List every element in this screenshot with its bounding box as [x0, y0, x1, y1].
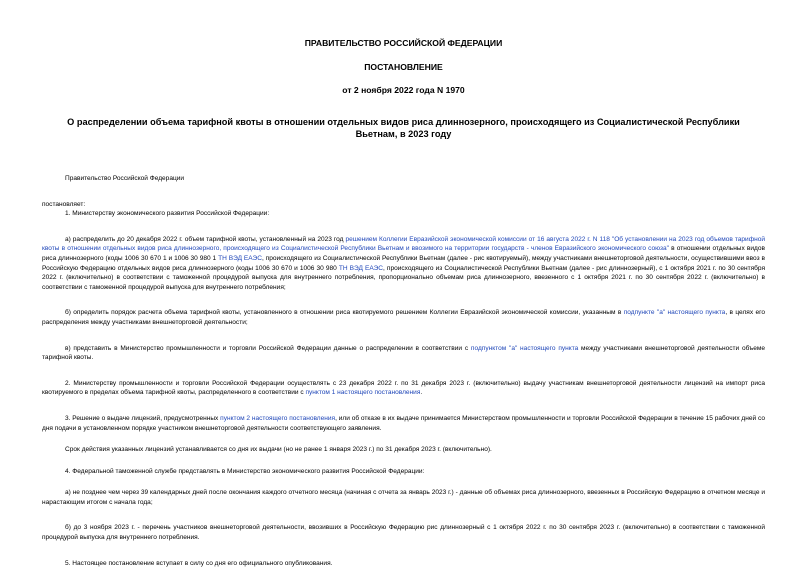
paragraph-1v [42, 344, 765, 363]
document-title: О распределении объема тарифной квоты в отношении отдельных видов риса длиннозерного, происходящего из Социалистической Республики Вьетнам, в 2023 году [67, 117, 740, 139]
document-type-heading: ПОСТАНОВЛЕНИЕ [364, 62, 443, 72]
date-number-heading: от 2 ноября 2022 года N 1970 [342, 85, 465, 95]
paragraph-5: 5. Настоящее постановление вступает в силу со дня его официального опубликования. [65, 559, 333, 567]
paragraph-1b-text-2: , в целях его распределения между участниками внешнеторговой деятельности; [42, 309, 765, 326]
paragraph-1a-text-3: , происходящего из Социалистической Республики Вьетнам (далее - рис квотируемый), между участниками внешнеторговой деятельности, осуществившими ввоз в Российскую Федерацию отдельных видов риса длиннозерного (коды 1006 30 670 и 1006 30 980 [42, 254, 765, 272]
subparagraph-a-link-1[interactable]: подпункте "а" настоящего пункта [623, 309, 726, 317]
paragraph-2-text-1: 2. Министерству промышленности и торговли Российской Федерации осуществлять с 23 декабря 2022 г. по 31 декабря 2023 г. (включительно) выдачу участникам внешнеторговой деятельности лицензий на импорт риса квотируемого в пределах объема тарифной квоты, распределенного в соответствии с [42, 379, 765, 397]
tn-ved-link-1[interactable]: ТН ВЭД ЕАЭС [218, 254, 262, 262]
government-heading: ПРАВИТЕЛЬСТВО РОССИЙСКОЙ ФЕДЕРАЦИИ [304, 38, 503, 48]
subparagraph-a-link-2[interactable]: подпунктом "а" настоящего пункта [470, 344, 579, 352]
paragraph-4a: а) не позднее чем через 39 календарных дней после окончания каждого отчетного месяца (начиная с отчета за январь 2023 г.) - данные об объемах риса длиннозерного, ввезенных в Российскую Федерацию в отчетном месяце и нарастающим итогом с начала года; [42, 489, 765, 506]
government-label: Правительство Российской Федерации [65, 175, 185, 182]
paragraph-3-text-2: , или об отказе в их выдаче принимается Министерством промышленности и торговли Российской Федерации в течение 15 рабочих дней со дня подачи в установленном порядке участником внешнеторговой деятельности соответствующего заявления. [42, 414, 765, 432]
paragraph-1: 1. Министерству экономического развития Российской Федерации: [65, 210, 270, 218]
paragraph-1a-text-1: а) распределить до 20 декабря 2022 г. объем тарифной квоты, установленный на 2023 год [65, 235, 344, 243]
paragraph-1a-text-2: в отношении отдельных видов риса длиннозерного (коды 1006 30 670 1 и 1006 30 980 1 [42, 245, 765, 262]
paragraph-2 [42, 379, 765, 398]
paragraph-1a-text-4: , происходящего из Социалистической Республики Вьетнам (далее - рис длиннозерный), с 1 октября 2021 г. по 30 сентября 2022 г. (включительно) в соответствии с таможенной процедурой выпуска для внутреннего потребления, пропорционально объемам риса длиннозерного, ввезенного с 1 октября 2021 г. по 30 сентября 2022 г. (включительно) в соответствии с таможенной процедурой выпуска для внутреннего потребления; [42, 264, 766, 291]
paragraph-3-text-1: 3. Решение о выдаче лицензий, предусмотренных [65, 414, 219, 422]
paragraph-2-text-2: . [420, 389, 423, 397]
point-2-link[interactable]: пунктом 2 настоящего постановления [220, 414, 336, 422]
tn-ved-link-2[interactable]: ТН ВЭД ЕАЭС [338, 264, 384, 272]
paragraph-1v-text-1: в) представить в Министерство промышленности и торговли Российской Федерации данные о распределении в соответствии с [65, 344, 469, 352]
license-validity: Срок действия указанных лицензий устанавливается со дня их выдачи (но не ранее 1 января 2023 г.) по 31 декабря 2023 г. (включительно). [65, 446, 492, 454]
eec-decision-link[interactable]: решением Коллегии Евразийской экономической комиссии от 16 августа 2022 г. N 118 "Об установлении на 2023 год объемов тарифной квоты в отношении отдельных видов риса длиннозерного, происходящего из Социалистической Республики Вьетнам и ввозимого на территории государств - членов Евразийского экономического союза" [42, 235, 765, 253]
paragraph-1a [42, 235, 765, 293]
point-1-link[interactable]: пунктом 1 настоящего постановления [305, 389, 421, 397]
paragraph-1b-text-1: б) определить порядок расчета объема тарифной квоты, установленного в отношении риса квотируемого решением Коллегии Евразийской экономической комиссии, указанным в [65, 309, 622, 317]
decides-text: постановляет: [42, 200, 86, 208]
paragraph-3 [42, 414, 765, 433]
paragraph-1b [42, 308, 765, 327]
paragraph-1v-text-2: между участниками внешнеторговой деятельности объеме тарифной квоты. [42, 344, 766, 362]
paragraph-4b: б) до 3 ноября 2023 г. - перечень участников внешнеторговой деятельности, ввозивших в Российскую Федерацию рис длиннозерный с 1 октября 2022 г. по 30 сентября 2023 г. (включительно) в соответствии с таможенной процедурой выпуска для внутреннего потребления. [42, 524, 765, 542]
paragraph-4: 4. Федеральной таможенной службе представлять в Министерство экономического развития Российской Федерации: [65, 467, 425, 475]
